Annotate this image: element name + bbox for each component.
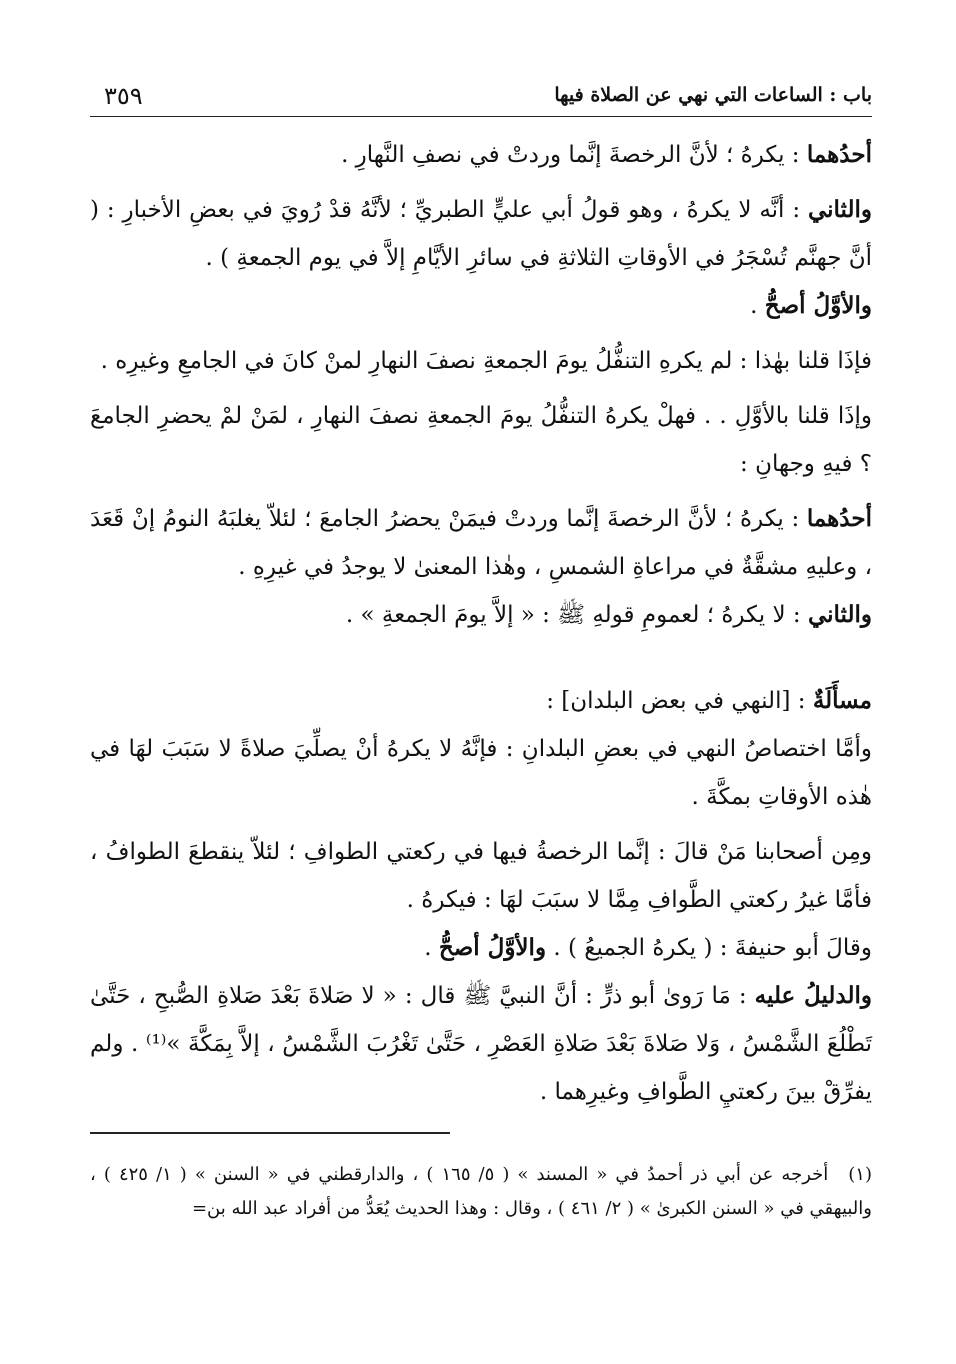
footnote-divider [90,1132,450,1134]
paragraph-text: : أنَّه لا يكرهُ ، وهو قولُ أبي عليٍّ الطبريِّ ؛ لأنَّهُ قدْ رُويَ في بعضِ الأخبارِ : ( أنَّ جهنَّم تُسْجَرُ في الأوقاتِ الثلاثةِ في سائرِ الأيَّامِ إلاَّ في يوم الجمعةِ ) . [90,197,872,271]
page-number: ٣٥٩ [104,82,143,110]
ruling-phrase: والأوَّلُ أصحُّ [438,934,547,961]
paragraph [90,591,872,639]
section-heading-lead: مسأَلَةٌ [812,687,872,714]
paragraph [90,131,872,179]
paragraph-lead: والدليلُ عليه [754,982,872,1009]
paragraph-text: : يكرهُ ؛ لأنَّ الرخصةَ إنَّما وردتْ في نصفِ النَّهارِ . [341,142,807,168]
paragraph [90,972,872,1116]
paragraph-text: ومِن أصحابنا مَنْ قالَ : إنَّما الرخصةُ فيها في ركعتي الطوافِ ؛ لئلاّ ينقطعَ الطوافُ ، فأمَّا غيرُ ركعتي الطَّوافِ مِمَّا لا سبَبَ لهَا : فيكرهُ . [90,839,872,913]
paragraph-text: : مَا رَوىٰ أبو ذرٍّ : أنَّ النبيَّ ﷺ قال : « لا صَلاةَ بَعْدَ صَلاةِ الصُّبحِ ، حَتَّىٰ تَطْلُعَ الشَّمْسُ ، وَلا صَلاةَ بَعْدَ صَلاةِ العَصْرِ ، حَتَّىٰ تَغْرُبَ الشَّمْسُ ، إلاَّ بِمَكَّةَ »⁽¹⁾ . ولم يفرِّقْ بينَ ركعتيِ الطَّوافِ وغيرِهما . [90,983,872,1105]
document-page [90,82,872,1342]
paragraph-lead: أحدُهما [806,141,872,168]
section-heading [90,677,872,725]
paragraph-text: وقالَ أبو حنيفةَ : ( يكرهُ الجميعُ ) . [546,935,872,961]
section-heading-text: : [النهي في بعض البلدان] : [546,688,813,714]
footnote-text: أخرجه عن أبي ذر أحمدُ في « المسند » ( ٥/ ١٦٥ ) ، والدارقطني في « السنن » ( ١/ ٤٢٥ ) ، والبيهقي في « السنن الكبرىٰ » ( ٢/ ٤٦١ ) ، وقال : وهذا الحديث يُعَدُّ من أفراد عبد الله بن= [90,1164,872,1219]
ruling-phrase: والأوَّلُ أصحُّ [764,292,872,319]
paragraph [90,337,872,385]
chapter-title: باب : الساعات التي نهي عن الصلاة فيها [554,84,872,106]
paragraph-text-end: . [424,935,439,961]
paragraph-text: : لا يكرهُ ؛ لعمومِ قولهِ ﷺ : « إلاَّ يومَ الجمعةِ » . [345,602,808,628]
paragraph-text-end: . [750,293,765,319]
paragraph [90,495,872,591]
paragraph [90,924,872,972]
paragraph-text: : يكرهُ ؛ لأنَّ الرخصةَ إنَّما وردتْ فيمَنْ يحضرُ الجامعَ ؛ لئلاّ يغلبَهُ النومُ إنْ قَعَدَ ، وعليهِ مشقَّةٌ في مراعاةِ الشمسِ ، وهٰذا المعنىٰ لا يوجدُ في غيرِهِ . [90,506,872,580]
paragraph-text: وإذَا قلنا بالأوَّلِ . . فهلْ يكرهُ التنفُّلُ يومَ الجمعةِ نصفَ النهارِ ، لمَنْ لمْ يحضرِ الجامعَ ؟ فيهِ وجهانِ : [90,403,872,477]
paragraph-text: وأمَّا اختصاصُ النهي في بعضِ البلدانِ : فإنَّهُ لا يكرهُ أنْ يصلِّيَ صلاةً لا سَبَبَ لهَا في هٰذه الأوقاتِ بمكَّةَ . [90,736,872,810]
running-header [90,82,872,117]
main-text [90,131,872,1116]
paragraph-lead: والثاني [807,196,872,223]
paragraph [90,828,872,924]
paragraph-lead: أحدُهما [806,505,872,532]
footnote-marker: (١) [848,1164,872,1185]
paragraph [90,725,872,821]
paragraph-lead: والثاني [807,601,872,628]
paragraph [90,392,872,488]
footnote [90,1158,872,1226]
paragraph [90,186,872,330]
paragraph-text: فإذَا قلنا بهٰذا : لم يكرهِ التنفُّلُ يومَ الجمعةِ نصفَ النهارِ لمنْ كانَ في الجامعِ وغيرِه . [100,348,872,374]
